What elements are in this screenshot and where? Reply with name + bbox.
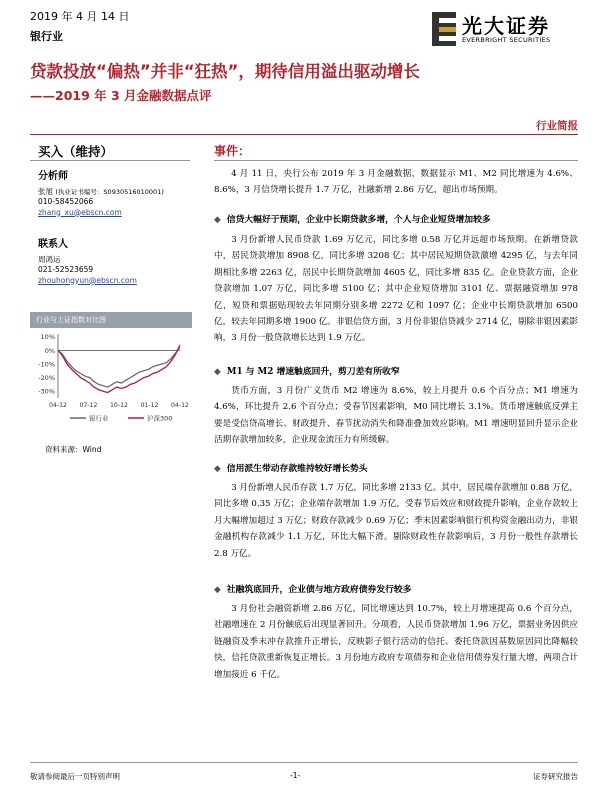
analyst-phone: 010-58452066 bbox=[38, 197, 94, 206]
rating: 买入（维持） bbox=[38, 144, 114, 159]
report-subtitle: ——2019 年 3 月金融数据点评 bbox=[30, 88, 212, 103]
section-text: 3 月份新增人民币存款 1.7 万亿，同比多增 2133 亿。其中，居民端存款增加 0.88 万亿，同比多增 0.35 万亿；企业端存款增加 1.9 万亿，受春节后效应和财政提升影响，企业存款较上月大幅增加超过 3 万亿；财政存款减少 0.69 万亿；季末因素影响银行机构资金融出动力，非银金融机构存款减少 1.1 万亿，环比大幅下滑。剔除财政性存款影响后，3 月份一般性存款增长 2.8 万亿。 bbox=[214, 483, 578, 559]
series-line bbox=[58, 348, 180, 388]
y-tick-label: -30% bbox=[38, 387, 55, 396]
x-tick-label: 01-12 bbox=[140, 402, 159, 409]
legend-label: 银行业 bbox=[89, 414, 109, 423]
footer-divider bbox=[30, 762, 578, 763]
footer-report-label: 证券研究报告 bbox=[533, 772, 578, 781]
section-heading: ◆ 信贷大幅好于预期，企业中长期贷款多增，个人与企业短贷增加较多 bbox=[214, 215, 491, 225]
section-heading: ◆ M1 与 M2 增速触底回升，剪刀差有所收窄 bbox=[214, 367, 400, 377]
report-type-label: 行业简报 bbox=[536, 120, 578, 132]
contact-phone: 021-52523659 bbox=[38, 265, 94, 274]
x-tick-label: 04-12 bbox=[171, 402, 189, 409]
page-number: -1- bbox=[290, 771, 301, 780]
x-tick-label: 10-12 bbox=[110, 402, 128, 409]
report-date: 2019 年 4 月 14 日 bbox=[30, 10, 130, 23]
analyst-cert: (执业证书编号：S0930516010001) bbox=[55, 187, 164, 196]
diamond-bullet-icon: ◆ bbox=[214, 585, 221, 595]
section-heading: ◆ 信用派生带动存款维持较好增长势头 bbox=[214, 464, 368, 474]
section-text: 3 月份新增人民币贷款 1.69 万亿元，同比多增 0.58 万亿并远超市场预期。在新增贷款中，居民贷款增加 8908 亿，同比多增 3208 亿；其中居民短期贷款激增 4295 亿，与去年同期相比多增 2263 亿，居民中长期贷款增加 4605 亿，同比多增 835 亿。企业贷款方面，企业贷款增加 1.07 万亿，同比多增 5100 亿；其中企业短贷增加 3101 亿、票据融资增加 978 亿，短贷和票据贴现较去年同期分别多增 2272 亿和 1097 亿；企业中长期贷款增加 6500 亿，较去年同期多增 1900 亿。非银信贷方面，3 月份非银信贷减少 2714 亿，剔除非银因素影响，3 月份一般贷款增长达到 1.9 万亿。 bbox=[214, 235, 578, 344]
diamond-bullet-icon: ◆ bbox=[214, 464, 221, 474]
x-tick-label: 04-12 bbox=[49, 402, 67, 409]
legend-label: 沪深300 bbox=[147, 414, 173, 423]
contact-block bbox=[38, 240, 137, 286]
company-logo-icon bbox=[430, 10, 458, 48]
event-heading: 事件： bbox=[214, 144, 251, 158]
analyst-heading: 分析师 bbox=[38, 171, 68, 182]
company-name: 光大证券 bbox=[462, 14, 550, 38]
series-line bbox=[58, 345, 180, 393]
contact-heading: 联系人 bbox=[38, 239, 68, 250]
y-tick-label: 10% bbox=[40, 333, 55, 342]
company-name-en: EVERBRIGHT SECURITIES bbox=[462, 36, 551, 44]
analyst-name: 张旭 bbox=[38, 186, 53, 196]
rating-divider bbox=[30, 160, 190, 161]
y-tick-label: 0% bbox=[44, 346, 55, 355]
x-tick-label: 07-12 bbox=[79, 402, 98, 409]
y-tick-label: -10% bbox=[38, 360, 55, 369]
industry-label: 银行业 bbox=[30, 30, 63, 43]
footer-disclaimer: 敬请参阅最后一页特别声明 bbox=[30, 772, 120, 781]
analyst-block bbox=[38, 172, 164, 218]
event-text: 4 月 11 日，央行公布 2019 年 3 月金融数据，数据显示 M1、M2 同比增速为 4.6%、8.6%，3 月信贷增长提升 1.7 万亿，社融新增 2.86 万亿，超出市场预期。 bbox=[214, 169, 578, 196]
contact-email[interactable]: zhouhongyun@ebscn.com bbox=[38, 275, 137, 285]
event-divider bbox=[214, 160, 578, 161]
diamond-bullet-icon: ◆ bbox=[214, 215, 221, 225]
section-text: 货币方面，3 月份广义货币 M2 增速为 8.6%，较上月提升 0.6 个百分点；M1 增速为 4.6%，环比提升 2.6 个百分点；受春节因素影响，M0 同比增长 3.1%。货币增速触底反弹主要是受信贷高增长、财政提升、春节扰动消失和降准叠加效应影响。M1 增速明显回升显示企业活期存款增加较多，企业现金流压力有所缓解。 bbox=[214, 386, 578, 446]
diamond-bullet-icon: ◆ bbox=[214, 367, 221, 377]
contact-name: 周鸿运 bbox=[38, 254, 61, 264]
index-comparison-chart bbox=[30, 328, 192, 440]
section-text: 3 月份社会融资新增 2.86 万亿，同比增速达到 10.7%，较上月增速提高 0.6 个百分点，社融增速在 2 月份触底后出现显著回升。分项看，人民币贷款增加 1.96 万亿，票据业务因供应链融资及季末冲存款推升正增长，反映影子银行活动的信托、委托贷款因基数原因同比降幅较快，信托贷款重新恢复正增长。3 月份地方政府专项债券和企业信用债券发行量大增，两项合计增加接近 6 千亿。 bbox=[214, 604, 578, 680]
chart-source: 资料来源：Wind bbox=[45, 445, 102, 454]
section-heading: ◆ 社融筑底回升，企业债与地方政府债券发行较多 bbox=[214, 585, 412, 595]
analyst-email[interactable]: zhang_xu@ebscn.com bbox=[38, 207, 122, 217]
y-tick-label: -20% bbox=[38, 374, 55, 383]
header-divider bbox=[30, 134, 578, 135]
report-title: 贷款投放“偏热”并非“狂热”，期待信用溢出驱动增长 bbox=[30, 62, 420, 81]
chart-title: 行业与上证指数对比图 bbox=[30, 312, 192, 328]
